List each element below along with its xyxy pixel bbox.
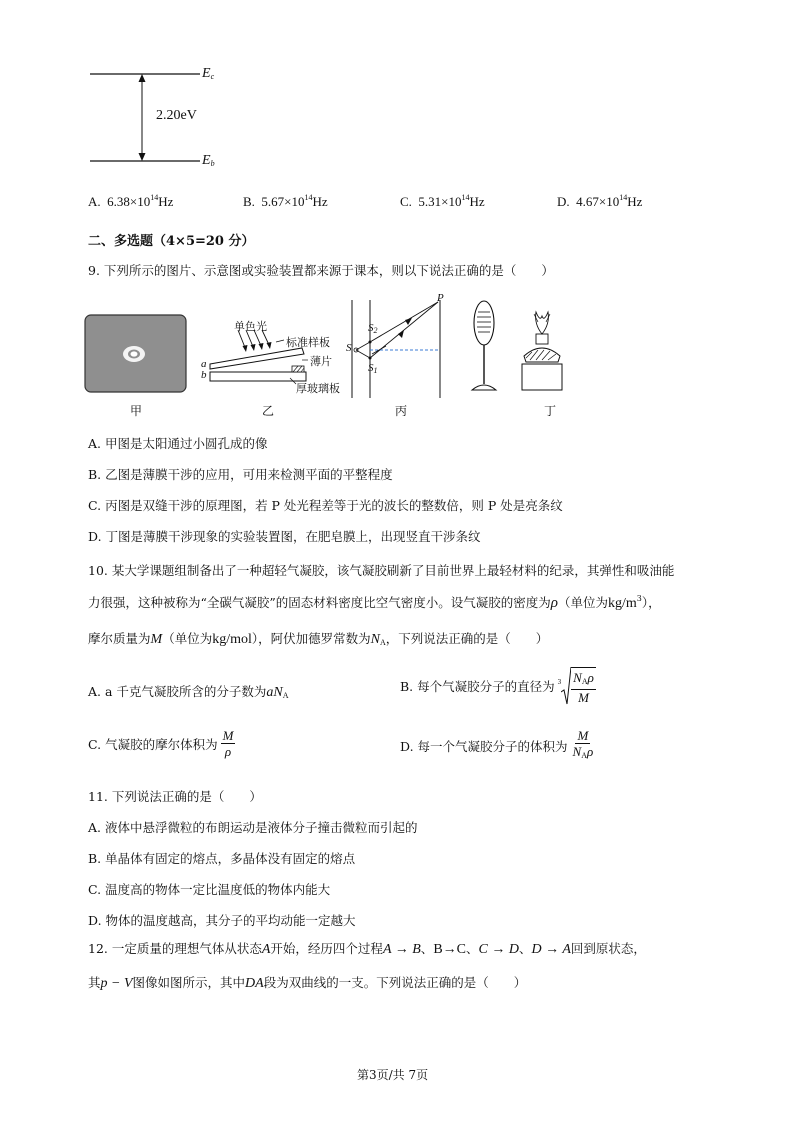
q11-option-a: A. 液体中悬浮微粒的布朗运动是液体分子撞击微粒而引起的 <box>88 820 418 835</box>
q10-stem-line3: 摩尔质量为M（单位为kg/mol），阿伏加德罗常数为$N_A$，下列说法正确的是（ ） <box>88 631 549 647</box>
figure-jia-caption: 甲 <box>130 404 143 418</box>
q10-option-d: D. 每一个气凝胶分子的体积为 $\frac{M}{N_A\rho}$ <box>400 728 594 760</box>
q10-option-c: C. 气凝胶的摩尔体积为 $\frac{M}{\rho}$ <box>88 728 234 759</box>
q9-option-b: B. 乙图是薄膜干涉的应用，可用来检测平面的平整程度 <box>88 467 393 482</box>
q10-stem-line1: 10. 某大学课题组制备出了一种超轻气凝胶，该气凝胶刷新了目前世界上最轻材料的纪录，其弹性和吸油能 <box>88 563 675 578</box>
q10-option-b: B. 每个气凝胶分子的直径为 3 $\frac{N_A\rho}{M}$ <box>400 666 596 706</box>
energy-gap-label: 2.20eV <box>156 108 197 123</box>
q8-option-d: D. $4.67\times 10^{14}Hz$ <box>557 193 643 209</box>
q11-stem: 11. 下列说法正确的是（ ） <box>88 789 262 804</box>
upper-energy-level-label: $E_c$ <box>202 66 215 81</box>
label-mono-light: 单色光 <box>234 320 267 333</box>
q12-stem-line2: 其p − V图像如图所示，其中DA段为双曲线的一支。下列说法正确的是（ ） <box>88 975 527 991</box>
label-S1: $S_1$ <box>368 362 378 375</box>
figure-ding-caption: 丁 <box>544 404 557 418</box>
label-standard-plate: 标准样板 <box>286 336 330 349</box>
figure-ding <box>464 296 574 396</box>
q8-option-c: C. $5.31\times 10^{14}Hz$ <box>400 193 485 209</box>
q10-stem-line2: 力很强，这种被称为“全碳气凝胶”的固态材料密度比空气密度小。设气凝胶的密度为ρ（单位为$kg/m^3$）， <box>88 594 661 611</box>
q9-option-a: A. 甲图是太阳通过小圆孔成的像 <box>88 436 268 451</box>
q9-option-d: D. 丁图是薄膜干涉现象的实验装置图，在肥皂膜上，出现竖直干涉条纹 <box>88 529 481 544</box>
q8-option-b: B. $5.67\times 10^{14}Hz$ <box>243 193 328 209</box>
figure-bing-caption: 丙 <box>395 404 408 418</box>
label-P: P <box>437 292 444 304</box>
lower-energy-level-label: $E_b$ <box>202 153 215 168</box>
label-thick-glass: 厚玻璃板 <box>296 382 340 395</box>
q8-option-a: A. $6.38\times 10^{14}Hz$ <box>88 193 174 209</box>
page-footer: 第3页/共 7页 <box>357 1068 429 1082</box>
q10-option-a: A. a 千克气凝胶所含的分子数为$aN_A$ <box>88 684 289 700</box>
label-S: S <box>346 342 352 354</box>
q12-stem-line1: 12. 一定质量的理想气体从状态A开始，经历四个过程A → B、B→C、C → D、D → A回到原状态， <box>88 941 646 957</box>
label-b: b <box>201 369 207 381</box>
q9-stem: 9. 下列所示的图片、示意图或实验装置都来源于课本，则以下说法正确的是（ ） <box>88 263 554 278</box>
label-thin-sheet: 薄片 <box>310 355 332 368</box>
q11-option-c: C. 温度高的物体一定比温度低的物体内能大 <box>88 882 331 897</box>
figure-jia <box>84 314 188 394</box>
q9-option-c: C. 丙图是双缝干涉的原理图，若 P 处光程差等于光的波长的整数倍，则 P 处是亮条纹 <box>88 498 563 513</box>
label-S2: $S_2$ <box>368 322 378 335</box>
q11-option-d: D. 物体的温度越高，其分子的平均动能一定越大 <box>88 913 356 928</box>
q11-option-b: B. 单晶体有固定的熔点，多晶体没有固定的熔点 <box>88 851 356 866</box>
figure-yi-caption: 乙 <box>262 404 275 418</box>
label-a: a <box>201 358 207 370</box>
figure-bing <box>342 294 452 400</box>
cube-root: 3 $\frac{N_A\rho}{M}$ <box>558 666 596 706</box>
section-title-multiple-choice: 二、多选题（4×5=20 分） <box>88 234 255 249</box>
radical-sign-icon <box>561 666 571 706</box>
